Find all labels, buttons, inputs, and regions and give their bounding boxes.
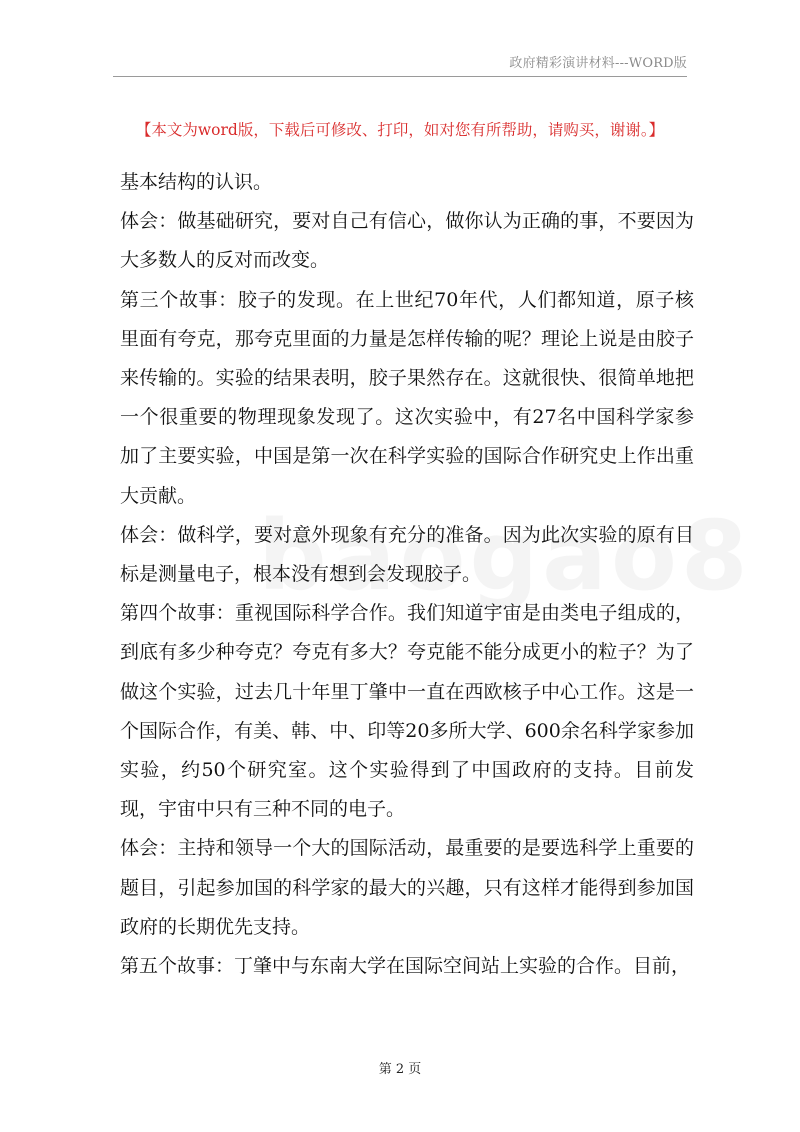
header-divider	[113, 76, 687, 77]
header-title: 政府精彩演讲材料---WORD版	[509, 56, 687, 71]
download-notice: 【本文为word版，下载后可修改、打印，如对您有所帮助，请购买，谢谢。】	[135, 121, 665, 139]
page-number: 第 2 页	[378, 1062, 422, 1077]
paragraph: 第四个故事：重视国际科学合作。我们知道宇宙是由类电子组成的，到底有多少种夸克？夸克有多大？夸克能不能分成更小的粒子？为了做这个实验，过去几十年里丁肇中一直在西欧核子中心工作。这是一个国际合作，有美、韩、中、印等20多所大学、600余名科学家参加实验，约50个研究室。这个实验得到了中国政府的支持。目前发现，宇宙中只有三种不同的电子。	[120, 602, 694, 821]
paragraph: 体会：主持和领导一个大的国际活动，最重要的是要选科学上重要的题目，引起参加国的科学家的最大的兴趣，只有这样才能得到参加国政府的长期优先支持。	[120, 837, 694, 938]
paragraph: 体会：做科学，要对意外现象有充分的准备。因为此次实验的原有目标是测量电子，根本没有想到会发现胶子。	[120, 523, 694, 586]
paragraph: 基本结构的认识。	[120, 171, 273, 193]
paragraph: 体会：做基础研究，要对自己有信心，做你认为正确的事，不要因为大多数人的反对而改变。	[120, 210, 694, 272]
paragraph: 第五个故事：丁肇中与东南大学在国际空间站上实验的合作。目前，	[120, 955, 691, 978]
paragraph: 第三个故事：胶子的发现。在上世纪70年代，人们都知道，原子核里面有夸克，那夸克里面的力量是怎样传输的呢？理论上说是由胶子来传输的。实验的结果表明，胶子果然存在。这就很快、很简单地把一个很重要的物理现象发现了。这次实验中，有27名中国科学家参加了主要实验，中国是第一次在科学实验的国际合作研究史上作出重大贡献。	[120, 288, 694, 507]
document-body	[120, 163, 694, 986]
